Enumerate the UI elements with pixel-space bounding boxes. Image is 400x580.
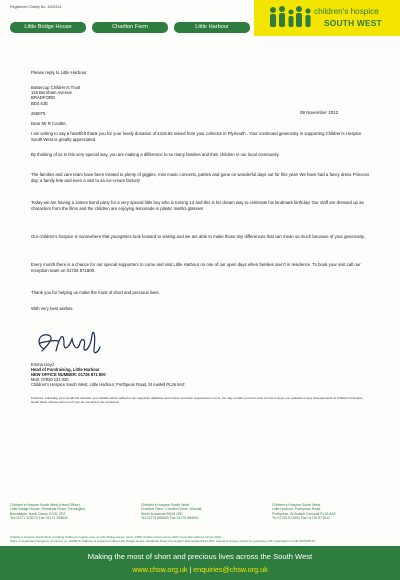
reference-number: 265075 xyxy=(31,110,46,116)
paragraph-4: Today we are having a James Bond party for a very special little boy who is turning 13 and this is his dream way to celebrate his landmark birthday! Our staff are dressed up as characters from the films and the children are enjoying lemonade in plastic martini glasses! xyxy=(31,200,364,211)
paragraph-2: By thinking of us in this very special way, you are making a difference to so many families and their children in our local community. xyxy=(31,152,280,157)
address-line: BD4 6JE xyxy=(31,100,48,106)
address-line: BRADFORD xyxy=(31,95,56,101)
footer-band xyxy=(0,546,400,580)
company-line: Place of registration England. Company no. 2628879. Address of registered office Little Bridge House, Redlands Road, Fremington, Barnstaple EX31 2PZ. Annual Company limited by guarantee VAT registration no GB 795 5055 07 xyxy=(10,538,316,543)
address-line: 119 Burnham Avenue xyxy=(31,90,72,96)
footer-legal xyxy=(10,536,390,543)
footer-line: Children's Hospice South West (Head Office) xyxy=(10,503,80,507)
footer-column-head-office xyxy=(10,503,128,520)
logo-line-1: children's hospice xyxy=(314,7,379,16)
footnote: Footnote: Following your wonderful donation your details will be added to our supporter database and unless you have requested us not to, we may contact you from time to time to keep you updated on any developments at Children's Hospice South West. Please inform us if you do not wish to be contacted. xyxy=(31,396,363,404)
logo-line-2: SOUTH WEST xyxy=(324,18,382,28)
signatory-name: Emma Lloyd xyxy=(31,362,54,367)
provider-line: Children's Hospice South West providing children's hospice care at Little Bridge House (since 1995) Charlton Farm (since 2007) and Little Harbour (since 2011) xyxy=(10,535,222,539)
footer-line: North Somerset BS48 1PE. xyxy=(141,511,184,516)
paragraph-7: Thank you for helping us make the most of short and precious lives. xyxy=(31,290,160,295)
tab-little-harbour: Little Harbour xyxy=(174,22,250,33)
footer-line: Charlton Farm, Charlton Drive, Wraxall, xyxy=(141,507,203,512)
signatory-title: Head of Fundraising, Little Harbour xyxy=(31,367,100,372)
hospice-tabs xyxy=(10,22,250,33)
footer-line: Tel 01271 325270 Fax 01271 328640 xyxy=(10,515,68,520)
signatory-address: Children's Hospice South West, Little Harbour, Porthpean Road, St Austell PL26 6AZ xyxy=(31,382,185,387)
contact-line: www.chsw.org.uk | enquiries@chsw.org.uk xyxy=(132,565,268,574)
footer-line: Little Bridge House, Redlands Road, Fremington, xyxy=(10,507,87,512)
tagline: Making the most of short and precious lives across the South West xyxy=(87,552,313,561)
paragraph-1: I am writing to say a heartfelt thank you for your lovely donation of £118.82 raised from your collector in Plymouth . Your continued generosity in supporting Children's Hospice South West is greatly appreciated. xyxy=(31,131,362,142)
tab-little-bridge-house: Little Bridge House xyxy=(10,22,86,33)
footer-line: Children's Hospice South West xyxy=(272,503,321,507)
tab-charlton-farm: Charlton Farm xyxy=(92,22,168,33)
handwritten-signature xyxy=(34,325,104,361)
footer-column-little-harbour xyxy=(272,503,390,520)
letter-date: 09 November 2012 xyxy=(300,110,339,115)
address-line: Buttercup Children's Trust xyxy=(31,85,81,90)
paragraph-6: Every month there is a chance for our special supporters to come and visit Little Harbour on one of our open days when families aren't in residence. To book your visit call our reception team on 01726 871800. xyxy=(31,262,361,273)
paragraph-3: The families and care team have been treated to plenty of giggles, mini music concerts, parties and gone on wonderful days out for this year! We have had a fancy dress Princess day, a family fete and even a visit to an ice-cream factory! xyxy=(31,172,370,183)
family-figures-icon xyxy=(268,5,312,29)
website-link[interactable]: www.chsw.org.uk xyxy=(132,565,188,574)
footer-addresses xyxy=(10,503,390,520)
reply-to: Please reply to Little Harbour xyxy=(31,70,87,75)
salutation: Dear Mr R Coulter, xyxy=(31,121,67,126)
footer-line: Barnstaple, North Devon EX31 2PZ. xyxy=(10,511,67,516)
registered-charity-number: Registered Charity No. 1003314 xyxy=(10,5,62,9)
mobile-number: Mob: 07920 131 030 xyxy=(31,377,69,382)
office-number: NEW OFFICE NUMBER: 01726 871 800 xyxy=(31,372,106,377)
footer-line: Children's Hospice South West xyxy=(141,503,190,507)
signatory-block xyxy=(31,362,185,387)
footer-column-charlton-farm xyxy=(141,503,259,520)
footer-line: Little Harbour, Porthpean Road, xyxy=(272,507,322,512)
email-link[interactable]: enquiries@chsw.org.uk xyxy=(193,565,268,574)
footer-line: Porthpean, St Austell Cornwall PL26 6AZ. xyxy=(272,511,337,516)
footer-line: Tel 01726 871800 Fax 01726 871812 xyxy=(272,515,330,520)
logo xyxy=(254,0,400,36)
footer-line: Tel 01275 866600 Fax 01275 866601 xyxy=(141,515,199,520)
closing: With very best wishes xyxy=(31,306,73,311)
recipient-address xyxy=(31,85,80,116)
paragraph-5: Our children's hospice is somewhere that youngsters look forward to visiting and we are able to make those tiny differences that can mean so much because of your generosity. xyxy=(31,234,365,239)
